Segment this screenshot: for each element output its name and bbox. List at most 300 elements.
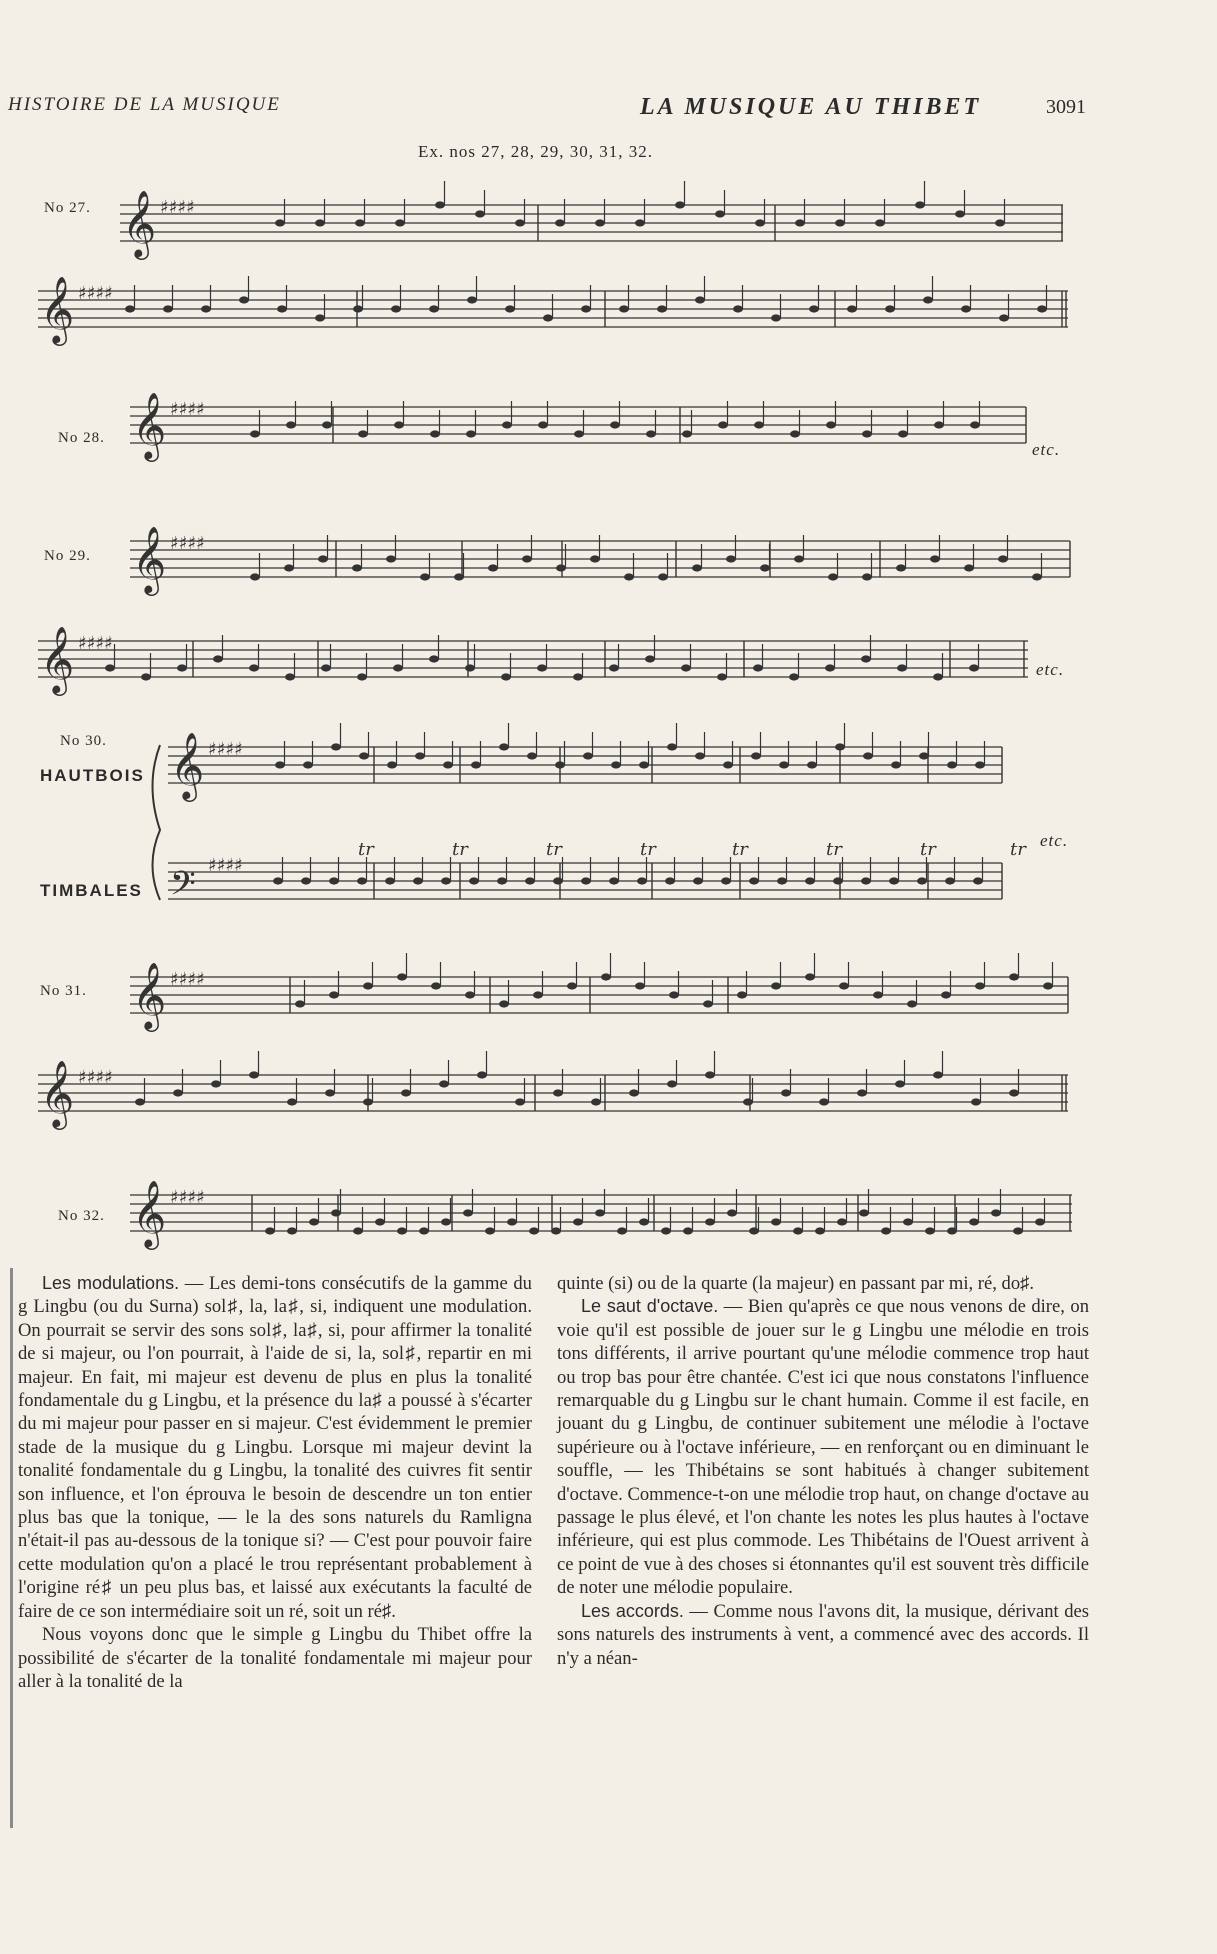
- note-head: [601, 973, 611, 980]
- note-head: [861, 655, 871, 662]
- note-head: [789, 673, 799, 680]
- note-head: [555, 219, 565, 226]
- note-head: [353, 1227, 363, 1234]
- note-head: [726, 555, 736, 562]
- note-head: [971, 1098, 981, 1105]
- note-head: [973, 877, 983, 884]
- paragraph-continuation: quinte (si) ou de la quarte (la majeur) en passant par mi, ré, do♯.: [557, 1273, 1035, 1294]
- heading-modulations: Les modulations.: [42, 1273, 180, 1293]
- staff-27b-key-signature: ♯♯♯♯: [78, 283, 113, 304]
- label-no32: No 32.: [58, 1208, 105, 1224]
- note-head: [553, 1089, 563, 1096]
- note-head: [329, 991, 339, 998]
- note-head: [743, 1098, 753, 1105]
- label-no27: No 27.: [44, 200, 91, 216]
- note-head: [553, 877, 563, 884]
- note-head: [718, 421, 728, 428]
- note-head: [617, 1227, 627, 1234]
- note-head: [466, 430, 476, 437]
- note-head: [998, 555, 1008, 562]
- staff-30-timbales-key-signature: ♯♯♯♯: [208, 855, 243, 876]
- label-no30: No 30.: [60, 733, 107, 749]
- examples-caption: Ex. nos 27, 28, 29, 30, 31, 32.: [418, 142, 653, 161]
- note-head: [352, 564, 362, 571]
- note-head: [591, 1098, 601, 1105]
- note-head: [790, 430, 800, 437]
- note-head: [862, 430, 872, 437]
- note-head: [1009, 1089, 1019, 1096]
- note-head: [771, 314, 781, 321]
- note-head: [891, 761, 901, 768]
- note-head: [469, 877, 479, 884]
- staff-31-clef: 𝄞: [132, 961, 167, 1029]
- note-head: [995, 219, 1005, 226]
- note-head: [999, 314, 1009, 321]
- staff-28-clef: 𝄞: [132, 391, 167, 459]
- note-head: [721, 877, 731, 884]
- note-head: [733, 305, 743, 312]
- score-svg: [0, 165, 1217, 1265]
- trill-mark: tr: [546, 839, 562, 860]
- note-head: [941, 991, 951, 998]
- etc-no30: etc.: [1040, 831, 1069, 850]
- note-head: [898, 430, 908, 437]
- note-head: [125, 305, 135, 312]
- note-head: [529, 1227, 539, 1234]
- note-head: [961, 305, 971, 312]
- note-head: [857, 1089, 867, 1096]
- note-head: [635, 219, 645, 226]
- music-examples: [0, 165, 1217, 1265]
- note-head: [277, 305, 287, 312]
- note-head: [1035, 1218, 1045, 1225]
- note-head: [760, 564, 770, 571]
- note-head: [619, 305, 629, 312]
- note-head: [1037, 305, 1047, 312]
- note-head: [661, 1227, 671, 1234]
- note-head: [809, 305, 819, 312]
- staff-27b-clef: 𝄞: [40, 275, 75, 343]
- note-head: [658, 573, 668, 580]
- note-head: [669, 991, 679, 998]
- note-head: [581, 877, 591, 884]
- note-head: [573, 673, 583, 680]
- note-head: [590, 555, 600, 562]
- note-head: [284, 564, 294, 571]
- note-head: [749, 877, 759, 884]
- note-head: [477, 1071, 487, 1078]
- running-head-right: LA MUSIQUE AU THIBET: [640, 94, 982, 120]
- note-head: [286, 421, 296, 428]
- note-head: [177, 664, 187, 671]
- trill-mark: tr: [826, 839, 842, 860]
- note-head: [917, 877, 927, 884]
- staff-29-key-signature: ♯♯♯♯: [170, 533, 205, 554]
- note-head: [667, 1080, 677, 1087]
- note-head: [485, 1227, 495, 1234]
- note-head: [522, 555, 532, 562]
- note-head: [919, 752, 929, 759]
- note-head: [835, 743, 845, 750]
- note-head: [934, 421, 944, 428]
- note-head: [737, 991, 747, 998]
- note-head: [141, 673, 151, 680]
- note-head: [386, 555, 396, 562]
- note-head: [991, 1209, 1001, 1216]
- note-head: [574, 430, 584, 437]
- note-head: [543, 314, 553, 321]
- text-column-left: [18, 1272, 532, 1693]
- note-head: [353, 305, 363, 312]
- note-head: [609, 877, 619, 884]
- note-head: [703, 1000, 713, 1007]
- note-head: [211, 1080, 221, 1087]
- note-head: [595, 219, 605, 226]
- note-head: [363, 982, 373, 989]
- note-head: [515, 1098, 525, 1105]
- note-head: [533, 991, 543, 998]
- note-head: [889, 877, 899, 884]
- note-head: [318, 555, 328, 562]
- note-head: [567, 982, 577, 989]
- note-head: [839, 982, 849, 989]
- note-head: [693, 877, 703, 884]
- note-head: [441, 1218, 451, 1225]
- note-head: [862, 573, 872, 580]
- note-head: [692, 564, 702, 571]
- note-head: [1032, 573, 1042, 580]
- page-number: 3091: [1046, 96, 1086, 118]
- note-head: [287, 1098, 297, 1105]
- note-head: [717, 673, 727, 680]
- note-head: [754, 421, 764, 428]
- note-head: [555, 761, 565, 768]
- note-head: [507, 1218, 517, 1225]
- note-head: [755, 219, 765, 226]
- note-head: [610, 421, 620, 428]
- staff-32-key-signature: ♯♯♯♯: [170, 1187, 205, 1208]
- label-timbales: TIMBALES: [40, 881, 143, 900]
- note-head: [861, 877, 871, 884]
- note-head: [301, 877, 311, 884]
- note-head: [639, 761, 649, 768]
- note-head: [499, 1000, 509, 1007]
- note-head: [325, 1089, 335, 1096]
- note-head: [837, 1218, 847, 1225]
- note-head: [885, 305, 895, 312]
- note-head: [777, 877, 787, 884]
- note-head: [303, 761, 313, 768]
- note-head: [441, 877, 451, 884]
- brace: [153, 745, 161, 900]
- note-head: [358, 430, 368, 437]
- note-head: [321, 664, 331, 671]
- note-head: [947, 761, 957, 768]
- trill-mark: tr: [452, 839, 468, 860]
- etc-no28: etc.: [1032, 440, 1061, 459]
- note-head: [249, 1071, 259, 1078]
- note-head: [771, 1218, 781, 1225]
- note-head: [815, 1227, 825, 1234]
- note-head: [488, 564, 498, 571]
- label-no31: No 31.: [40, 983, 87, 999]
- note-head: [805, 973, 815, 980]
- label-hautbois: HAUTBOIS: [40, 766, 145, 785]
- note-head: [435, 201, 445, 208]
- note-head: [556, 564, 566, 571]
- note-head: [881, 1227, 891, 1234]
- note-head: [819, 1098, 829, 1105]
- note-head: [624, 573, 634, 580]
- note-head: [385, 877, 395, 884]
- note-head: [239, 296, 249, 303]
- staff-30-hautbois-key-signature: ♯♯♯♯: [208, 739, 243, 760]
- note-head: [501, 673, 511, 680]
- note-head: [835, 219, 845, 226]
- paragraph-simple-lingbu: Nous voyons donc que le simple g Lingbu du Thibet offre la possibilité de s'écarter de la tonalité fondamentale mi majeur pour aller à la tonalité de la: [18, 1624, 532, 1692]
- paragraph-modulations: — Les demi-tons consécutifs de la gamme du g Lingbu (ou du Surna) sol♯, la, la♯, si, indiquent une modulation. On pourrait se servir des sons sol♯, la♯, si, pour affirmer la tonalité de si majeur, ou l'on pourrait, à l'aide de si, la, sol♯, repartir en mi majeur. En fait, mi majeur est devenu de plus en plus la tonalité fondamentale du g Lingbu, et la présence du la♯ a poussé à s'écarter du mi majeur pour passer en si majeur. C'est évidemment le premier stade de la musique du g Lingbu. Lorsque mi majeur devint la tonalité fondamentale du g Lingbu, la tonalité des cuivres fit sentir son influence, et l'on éprouva le besoin de descendre un ton entier plus bas que la tonique, — le la des sons naturels du Ramligna n'était-il pas au-dessous de la tonique si? — C'est pour pouvoir faire cette modulation qu'on a placé le trou représentant probablement à l'origine ré♯ un peu plus bas, et laissé aux exécutants la faculté de faire de ce son intermédiaire soit un ré, soit un ré♯.: [18, 1273, 532, 1622]
- note-head: [715, 210, 725, 217]
- running-head-left: HISTOIRE DE LA MUSIQUE: [8, 94, 281, 115]
- note-head: [805, 877, 815, 884]
- trill-mark: tr: [640, 839, 656, 860]
- note-head: [793, 1227, 803, 1234]
- note-head: [363, 1098, 373, 1105]
- note-head: [751, 752, 761, 759]
- note-head: [705, 1218, 715, 1225]
- note-head: [295, 1000, 305, 1007]
- note-head: [895, 1080, 905, 1087]
- note-head: [915, 201, 925, 208]
- note-head: [429, 655, 439, 662]
- note-head: [794, 555, 804, 562]
- note-head: [875, 219, 885, 226]
- note-head: [415, 752, 425, 759]
- margin-rule: [10, 1268, 13, 1828]
- note-head: [355, 219, 365, 226]
- note-head: [463, 1209, 473, 1216]
- note-head: [538, 421, 548, 428]
- note-head: [825, 664, 835, 671]
- note-head: [903, 1218, 913, 1225]
- note-head: [357, 877, 367, 884]
- note-head: [705, 1071, 715, 1078]
- note-head: [275, 219, 285, 226]
- note-head: [930, 555, 940, 562]
- note-head: [213, 655, 223, 662]
- note-head: [975, 761, 985, 768]
- note-head: [499, 743, 509, 750]
- staff-30-timbales-clef: 𝄢: [170, 865, 196, 911]
- trill-mark: tr: [358, 839, 374, 860]
- note-head: [1009, 973, 1019, 980]
- note-head: [309, 1218, 319, 1225]
- note-head: [859, 1209, 869, 1216]
- note-head: [779, 761, 789, 768]
- staff-31-key-signature: ♯♯♯♯: [170, 969, 205, 990]
- note-head: [969, 1218, 979, 1225]
- note-head: [537, 664, 547, 671]
- heading-octave: Le saut d'octave.: [581, 1296, 719, 1317]
- text-column-right: [557, 1272, 1089, 1670]
- note-head: [681, 664, 691, 671]
- trill-mark: tr: [920, 839, 936, 860]
- note-head: [394, 421, 404, 428]
- note-head: [863, 752, 873, 759]
- note-head: [1013, 1227, 1023, 1234]
- note-head: [695, 752, 705, 759]
- note-head: [397, 1227, 407, 1234]
- note-head: [497, 877, 507, 884]
- note-head: [826, 421, 836, 428]
- note-head: [695, 296, 705, 303]
- note-head: [515, 219, 525, 226]
- note-head: [329, 877, 339, 884]
- note-head: [581, 305, 591, 312]
- note-head: [249, 664, 259, 671]
- trill-mark: tr: [732, 839, 748, 860]
- note-head: [923, 296, 933, 303]
- note-head: [964, 564, 974, 571]
- note-head: [629, 1089, 639, 1096]
- staff-32-clef: 𝄞: [132, 1179, 167, 1247]
- staff-27-clef: 𝄞: [122, 189, 157, 257]
- note-head: [833, 877, 843, 884]
- staff-30-hautbois-clef: 𝄞: [170, 731, 205, 799]
- note-head: [322, 421, 332, 428]
- note-head: [635, 982, 645, 989]
- note-head: [401, 1089, 411, 1096]
- note-head: [420, 573, 430, 580]
- note-head: [771, 982, 781, 989]
- note-head: [637, 877, 647, 884]
- note-head: [828, 573, 838, 580]
- note-head: [646, 430, 656, 437]
- note-head: [173, 1089, 183, 1096]
- note-head: [201, 305, 211, 312]
- note-head: [273, 877, 283, 884]
- note-head: [525, 877, 535, 884]
- note-head: [925, 1227, 935, 1234]
- note-head: [275, 761, 285, 768]
- note-head: [357, 673, 367, 680]
- note-head: [315, 219, 325, 226]
- note-head: [683, 1227, 693, 1234]
- staff-28-key-signature: ♯♯♯♯: [170, 399, 205, 420]
- note-head: [551, 1227, 561, 1234]
- note-head: [359, 752, 369, 759]
- note-head: [467, 296, 477, 303]
- note-head: [609, 664, 619, 671]
- note-head: [475, 210, 485, 217]
- note-head: [969, 664, 979, 671]
- note-head: [947, 1227, 957, 1234]
- note-head: [375, 1218, 385, 1225]
- note-head: [331, 743, 341, 750]
- note-head: [645, 655, 655, 662]
- note-head: [443, 761, 453, 768]
- note-head: [667, 743, 677, 750]
- note-head: [873, 991, 883, 998]
- staff-29b-clef: 𝄞: [40, 625, 75, 693]
- note-head: [933, 1071, 943, 1078]
- note-head: [807, 761, 817, 768]
- note-head: [675, 201, 685, 208]
- note-head: [471, 761, 481, 768]
- note-head: [847, 305, 857, 312]
- note-head: [413, 877, 423, 884]
- staff-31b-key-signature: ♯♯♯♯: [78, 1067, 113, 1088]
- note-head: [431, 982, 441, 989]
- staff-29b-key-signature: ♯♯♯♯: [78, 633, 113, 654]
- note-head: [105, 664, 115, 671]
- note-head: [573, 1218, 583, 1225]
- note-head: [1043, 982, 1053, 989]
- note-head: [250, 573, 260, 580]
- note-head: [163, 305, 173, 312]
- note-head: [395, 219, 405, 226]
- note-head: [897, 664, 907, 671]
- note-head: [749, 1227, 759, 1234]
- note-head: [391, 305, 401, 312]
- note-head: [945, 877, 955, 884]
- note-head: [727, 1209, 737, 1216]
- note-head: [611, 761, 621, 768]
- note-head: [397, 973, 407, 980]
- note-head: [970, 421, 980, 428]
- note-head: [439, 1080, 449, 1087]
- note-head: [250, 430, 260, 437]
- note-head: [465, 664, 475, 671]
- note-head: [665, 877, 675, 884]
- note-head: [285, 673, 295, 680]
- paragraph-accords: — Comme nous l'avons dit, la musique, dérivant des sons naturels des instruments à vent, a commencé avec des accords. Il n'y a néan-: [557, 1600, 1089, 1669]
- note-head: [454, 573, 464, 580]
- note-head: [955, 210, 965, 217]
- note-head: [896, 564, 906, 571]
- note-head: [505, 305, 515, 312]
- note-head: [419, 1227, 429, 1234]
- note-head: [430, 430, 440, 437]
- note-head: [723, 761, 733, 768]
- note-head: [527, 752, 537, 759]
- note-head: [657, 305, 667, 312]
- etc-no29: etc.: [1036, 660, 1065, 679]
- trill-mark: tr: [1010, 839, 1026, 860]
- note-head: [975, 982, 985, 989]
- note-head: [583, 752, 593, 759]
- note-head: [795, 219, 805, 226]
- note-head: [753, 664, 763, 671]
- note-head: [781, 1089, 791, 1096]
- note-head: [429, 305, 439, 312]
- note-head: [502, 421, 512, 428]
- note-head: [393, 664, 403, 671]
- staff-27-key-signature: ♯♯♯♯: [160, 197, 195, 218]
- note-head: [682, 430, 692, 437]
- heading-accords: Les accords.: [581, 1600, 684, 1621]
- note-head: [331, 1209, 341, 1216]
- note-head: [315, 314, 325, 321]
- note-head: [265, 1227, 275, 1234]
- label-no28: No 28.: [58, 430, 105, 446]
- label-no29: No 29.: [44, 548, 91, 564]
- paragraph-octave: — Bien qu'après ce que nous venons de dire, on voie qu'il est possible de jouer sur le g Lingbu une mélodie en trois tons différents, il arrive pourtant qu'une mélodie commence trop haut ou trop bas pour être chantée. C'est ici que nous constatons l'influence remarquable du g Lingbu sur le chant humain. Comme il est facile, en jouant du g Lingbu, de continuer subitement une mélodie à l'octave supérieure ou à l'octave inférieure, — en renforçant ou en diminuant le souffle, — les Thibétains se sont habitués à changer subitement d'octave. Commence-t-on une mélodie trop haut, on change d'octave au passage le plus élevé, et l'on chante les notes les plus hautes à l'octave inférieure, qui est plus commode. Les Thibétains de l'Ouest arrivent à ce point de vue à des choses si étonnantes qu'il est souvent très difficile de noter une mélodie populaire.: [557, 1296, 1089, 1599]
- staff-29-clef: 𝄞: [132, 525, 167, 593]
- note-head: [933, 673, 943, 680]
- note-head: [907, 1000, 917, 1007]
- note-head: [135, 1098, 145, 1105]
